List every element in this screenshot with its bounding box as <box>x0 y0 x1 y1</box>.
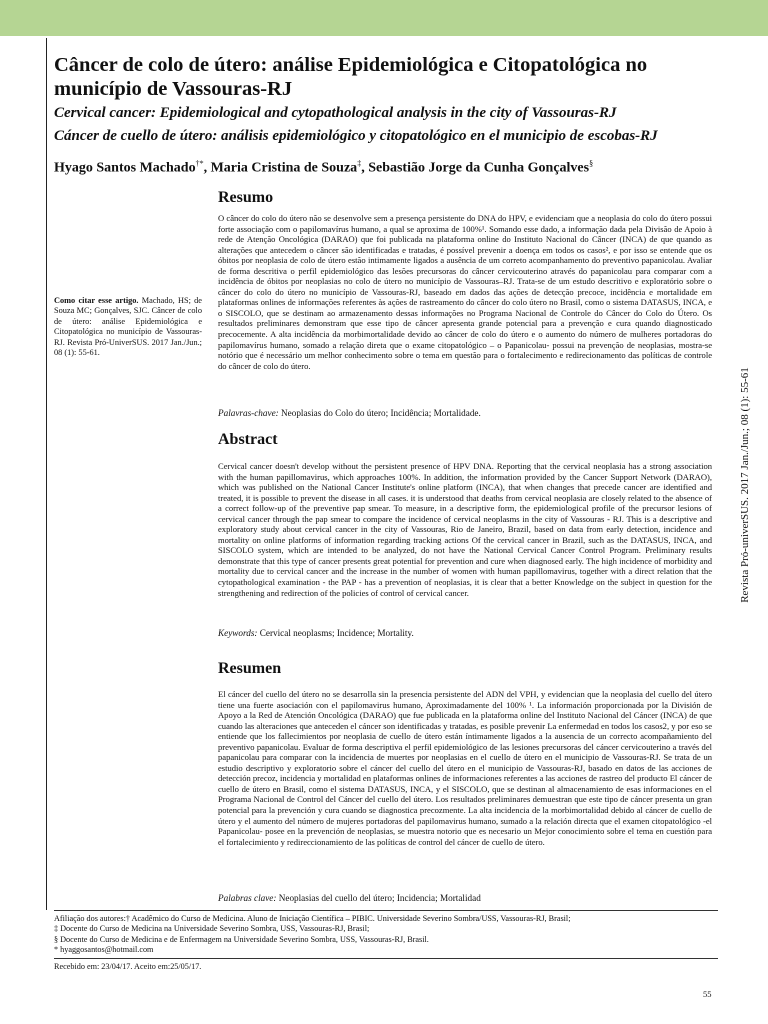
article-title-english: Cervical cancer: Epidemiological and cytopathological analysis in the city of Vassouras-RJ <box>54 105 617 121</box>
received-dates: Recebido em: 23/04/17. Aceito em:25/05/17. <box>54 962 202 971</box>
footer-rule-bottom <box>54 958 718 959</box>
affiliations <box>54 914 718 955</box>
author-affiliation-mark: †* <box>195 159 204 168</box>
author-separator: , <box>361 160 369 176</box>
author-name: Maria Cristina de Souza <box>210 160 358 176</box>
author-list <box>54 155 719 178</box>
author-name: Hyago Santos Machado <box>54 160 196 176</box>
author-email: * hyaggosantos@hotmail.com <box>54 944 154 954</box>
keywords-label: Palabras clave: <box>218 893 277 903</box>
resumen-text: El cáncer del cuello del útero no se desarrolla sin la presencia persistente del ADN del VPH, y evidencian que la neoplasia del cuello del útero tiene una fuerte asociación con el papilomavirus humano, Aproximadamente del 100% ¹. La información proporcionada por la División de Apoyo a la Red de Atención Oncológica (DARAO) que fue publicada en la plataforma online del Instituto Nacional del Cáncer (INCA) de que cuando las alteraciones que anteceden el cáncer son identificadas y tratadas, es posible prevenir La enfermedad en todos los casos2, y por eso se entiende que los fallecimientos por neoplasia de cuello de útero están íntimamente ligados a la ausencia de un correcto acompañamiento del preventivo papanicolau. Evaluar de forma descriptiva el perfil epidemiológico de las lesiones precursoras del cáncer cervicouterino a través del papanicolau para comparar con la incidencia de muertes por neoplasias en el cuello de útero en el municipio de Vassouras-RJ. Se trata de un estudio descriptivo y exploratorio sobre el cáncer del cuello del útero en el municipio de Vassouras-RJ, basado en datos de las acciones de detección precoz, incidencia y mortalidad en plataformas onlines de informaciones referentes a las acciones de rastreo del producto El cáncer de cuello de útero en Brasil, como el sistema DATASUS, INCA, y el SISCOLO, que se destinan al almacenamiento de esas informaciones en el Programa Nacional de Control del Cáncer del cuello del útero. Los resultados preliminares demuestran que este tipo de cáncer presenta un gran potencial para la prevención y cura cuando se diagnostica precozmente. La alta incidencia de la morbimortalidad debido al cáncer de cuello de útero y el aumento del número de mujeres portadoras del papilomavirus humano, sumado a la relación directa que el examen citopatológico -el Papanicolau- posee en la prevención de neoplasias, se muestra notorio que es necesario un Mejor conocimiento sobre el tema en cuestión para el fortalecimiento y redireccionamiento de las políticas de control del cáncer de cuello de útero. <box>218 689 712 847</box>
footer-rule-top <box>54 910 718 911</box>
resumo-text: O câncer do colo do útero não se desenvolve sem a presença persistente do DNA do HPV, e evidenciam que a neoplasia do colo do útero possui forte associação com o papilomavírus humano, a qual se aproxima de 100%¹. Somando esse dado, a informação dada pela Divisão de Apoio à rede de Atenção Oncológica (DARAO) que foi publicada na plataforma online do Instituto Nacional do Câncer (INCA) de que quando as alterações que antecedem o câncer são identificadas e tratadas, é possível prevenir a doença em todos os casos², e por isso se entende que os óbitos por neoplasia de colo de útero estão intimamente ligados a ausência de um correto acompanhamento do preventivo papanicolau. Avaliar de forma descritiva o perfil epidemiológico das lesões precursoras do câncer cervicouterino através do papanicolau para comparar com a incidência de óbitos por neoplasias no colo de útero no município de Vassouras–RJ. Trata-se de um estudo descritivo e exploratório sobre o câncer do colo do útero no município de Vassouras-RJ, baseado em dados das ações de detecção precoce, incidência e mortalidade em plataformas onlines de informações referentes às ações de rastreamento do câncer do colo útero no Brasil, como o sistema DATASUS, INCA, e o SISCOLO, que se destinam ao armazenamento dessas informações no Programa Nacional de Controle do Câncer do Colo do Útero. Os resultados preliminares demonstram que esse tipo de câncer apresenta grande potencial para a prevenção e cura quando diagnosticado precocemente. A alta incidência da morbimortalidade devido ao câncer de colo do útero e o aumento do número de mulheres portadoras do papilomavírus humano, somado a relação direta que o exame citopatológico – o Papanicolau- possui na prevenção de neoplasias, mostra-se notório que é necessário um melhor conhecimento sobre o tema em questão para o fortalecimento e redirecionamento das políticas de controle do câncer de colo do útero. <box>218 213 712 371</box>
affiliation-line: ‡ Docente do Curso de Medicina na Universidade Severino Sombra, USS, Vassouras-RJ, Brasil; <box>54 924 370 934</box>
author-affiliation-mark: § <box>589 159 594 168</box>
abstract-keywords <box>218 628 712 639</box>
keywords-value: Cervical neoplasms; Incidence; Mortality. <box>259 628 414 638</box>
article-title-spanish: Cáncer de cuello de útero: análisis epidemiológico y citopatológico en el municipio de escobas-RJ <box>54 128 658 144</box>
affiliation-line: Afiliação dos autores:† Acadêmico do Curso de Medicina. Aluno de Iniciação Científica – PIBIC. Universidade Severino Sombra/USS, Vassouras-RJ, Brasil; <box>54 914 571 923</box>
journal-reference-text: Revista Pró-univerSUS. 2017 Jan./Jun.; 08 (1): 55-61 <box>739 366 751 603</box>
article-title: Câncer de colo de útero: análise Epidemiológica e Citopatológica no município de Vassouras-RJ <box>54 54 648 100</box>
resumen-heading: Resumen <box>218 660 282 677</box>
abstract-text: Cervical cancer doesn't develop without the persistent presence of HPV DNA. Reporting that the cervical neoplasia has a strong association with the human papillomavirus, which approaches 100%. In addition, the information provided by the Cancer Support Network (DARAO), which was published on the National Cancer Institute's online platform (INCA), that when changes that precede cancer are identified and treated, it is possible to prevent the disease in all cases. it is understood that deaths from cervical neoplasia are closely related to the absence of a correct follow-up of the preventive pap smear. To measure, in a descriptive form, the epidemiological profile of the precursor lesions of cervical cancer through the pap smear to compare the incidence of cervical neoplasms in the city of Vassouras - RJ. This is a descriptive and exploratory study about cervical cancer in the city of Vassouras, Rio de Janeiro, Brazil, based on data from early detection, incidence and mortality on online platforms of information regarding tracking actions Of the cervical cancer in Brazil, such as the DATASUS, INCA, and SISCOLO system, which are intended to be analyzed, do not have the National Cervical Cancer Control Program. Preliminary results demonstrate that this type of cancer presents great potential for prevention and cure when diagnosed early. The high incidence of morbidity and mortality due to cervical cancer and the increase in the number of women with human papillomavirus, together with a direct relation that the cytopathological examination - the PAP - has a prevention of neoplasias, it is clear that a better Knowledge on the subject in question for the strengthening and redirection of the policies of control of cervical cancer. <box>218 461 712 598</box>
header-color-band <box>0 0 768 36</box>
citation-label: Como citar esse artigo. <box>54 296 139 305</box>
author-affiliation-mark: ‡ <box>357 159 362 168</box>
keywords-value: Neoplasias del cuello del útero; Incidencia; Mortalidad <box>278 893 481 903</box>
keywords-value: Neoplasias do Colo do útero; Incidência; Mortalidade. <box>281 408 481 418</box>
citation-text: Machado, HS; de Souza MC; Gonçalves, SJC. Câncer de colo de útero: análise Epidemiológica e Citopatológica no município de Vassouras-RJ. Revista Pró-UniverSUS. 2017 Jan./Jun.; 08 (1): 55-61. <box>54 296 202 358</box>
resumen-keywords <box>218 893 712 904</box>
keywords-label: Palavras-chave: <box>218 408 279 418</box>
journal-reference-sidebar <box>737 337 753 632</box>
author-separator: , <box>203 160 211 176</box>
abstract-heading: Abstract <box>218 431 278 448</box>
page-number: 55 <box>703 989 712 999</box>
affiliation-line: § Docente do Curso de Medicina e de Enfermagem na Universidade Severino Sombra, USS, Vassouras-RJ, Brasil. <box>54 934 429 944</box>
resumo-keywords <box>218 408 712 419</box>
keywords-label: Keywords: <box>218 628 258 638</box>
author-name: Sebastião Jorge da Cunha Gonçalves <box>368 160 590 176</box>
citation-box <box>54 296 202 358</box>
left-margin-rule <box>46 38 47 910</box>
resumo-heading: Resumo <box>218 189 274 206</box>
